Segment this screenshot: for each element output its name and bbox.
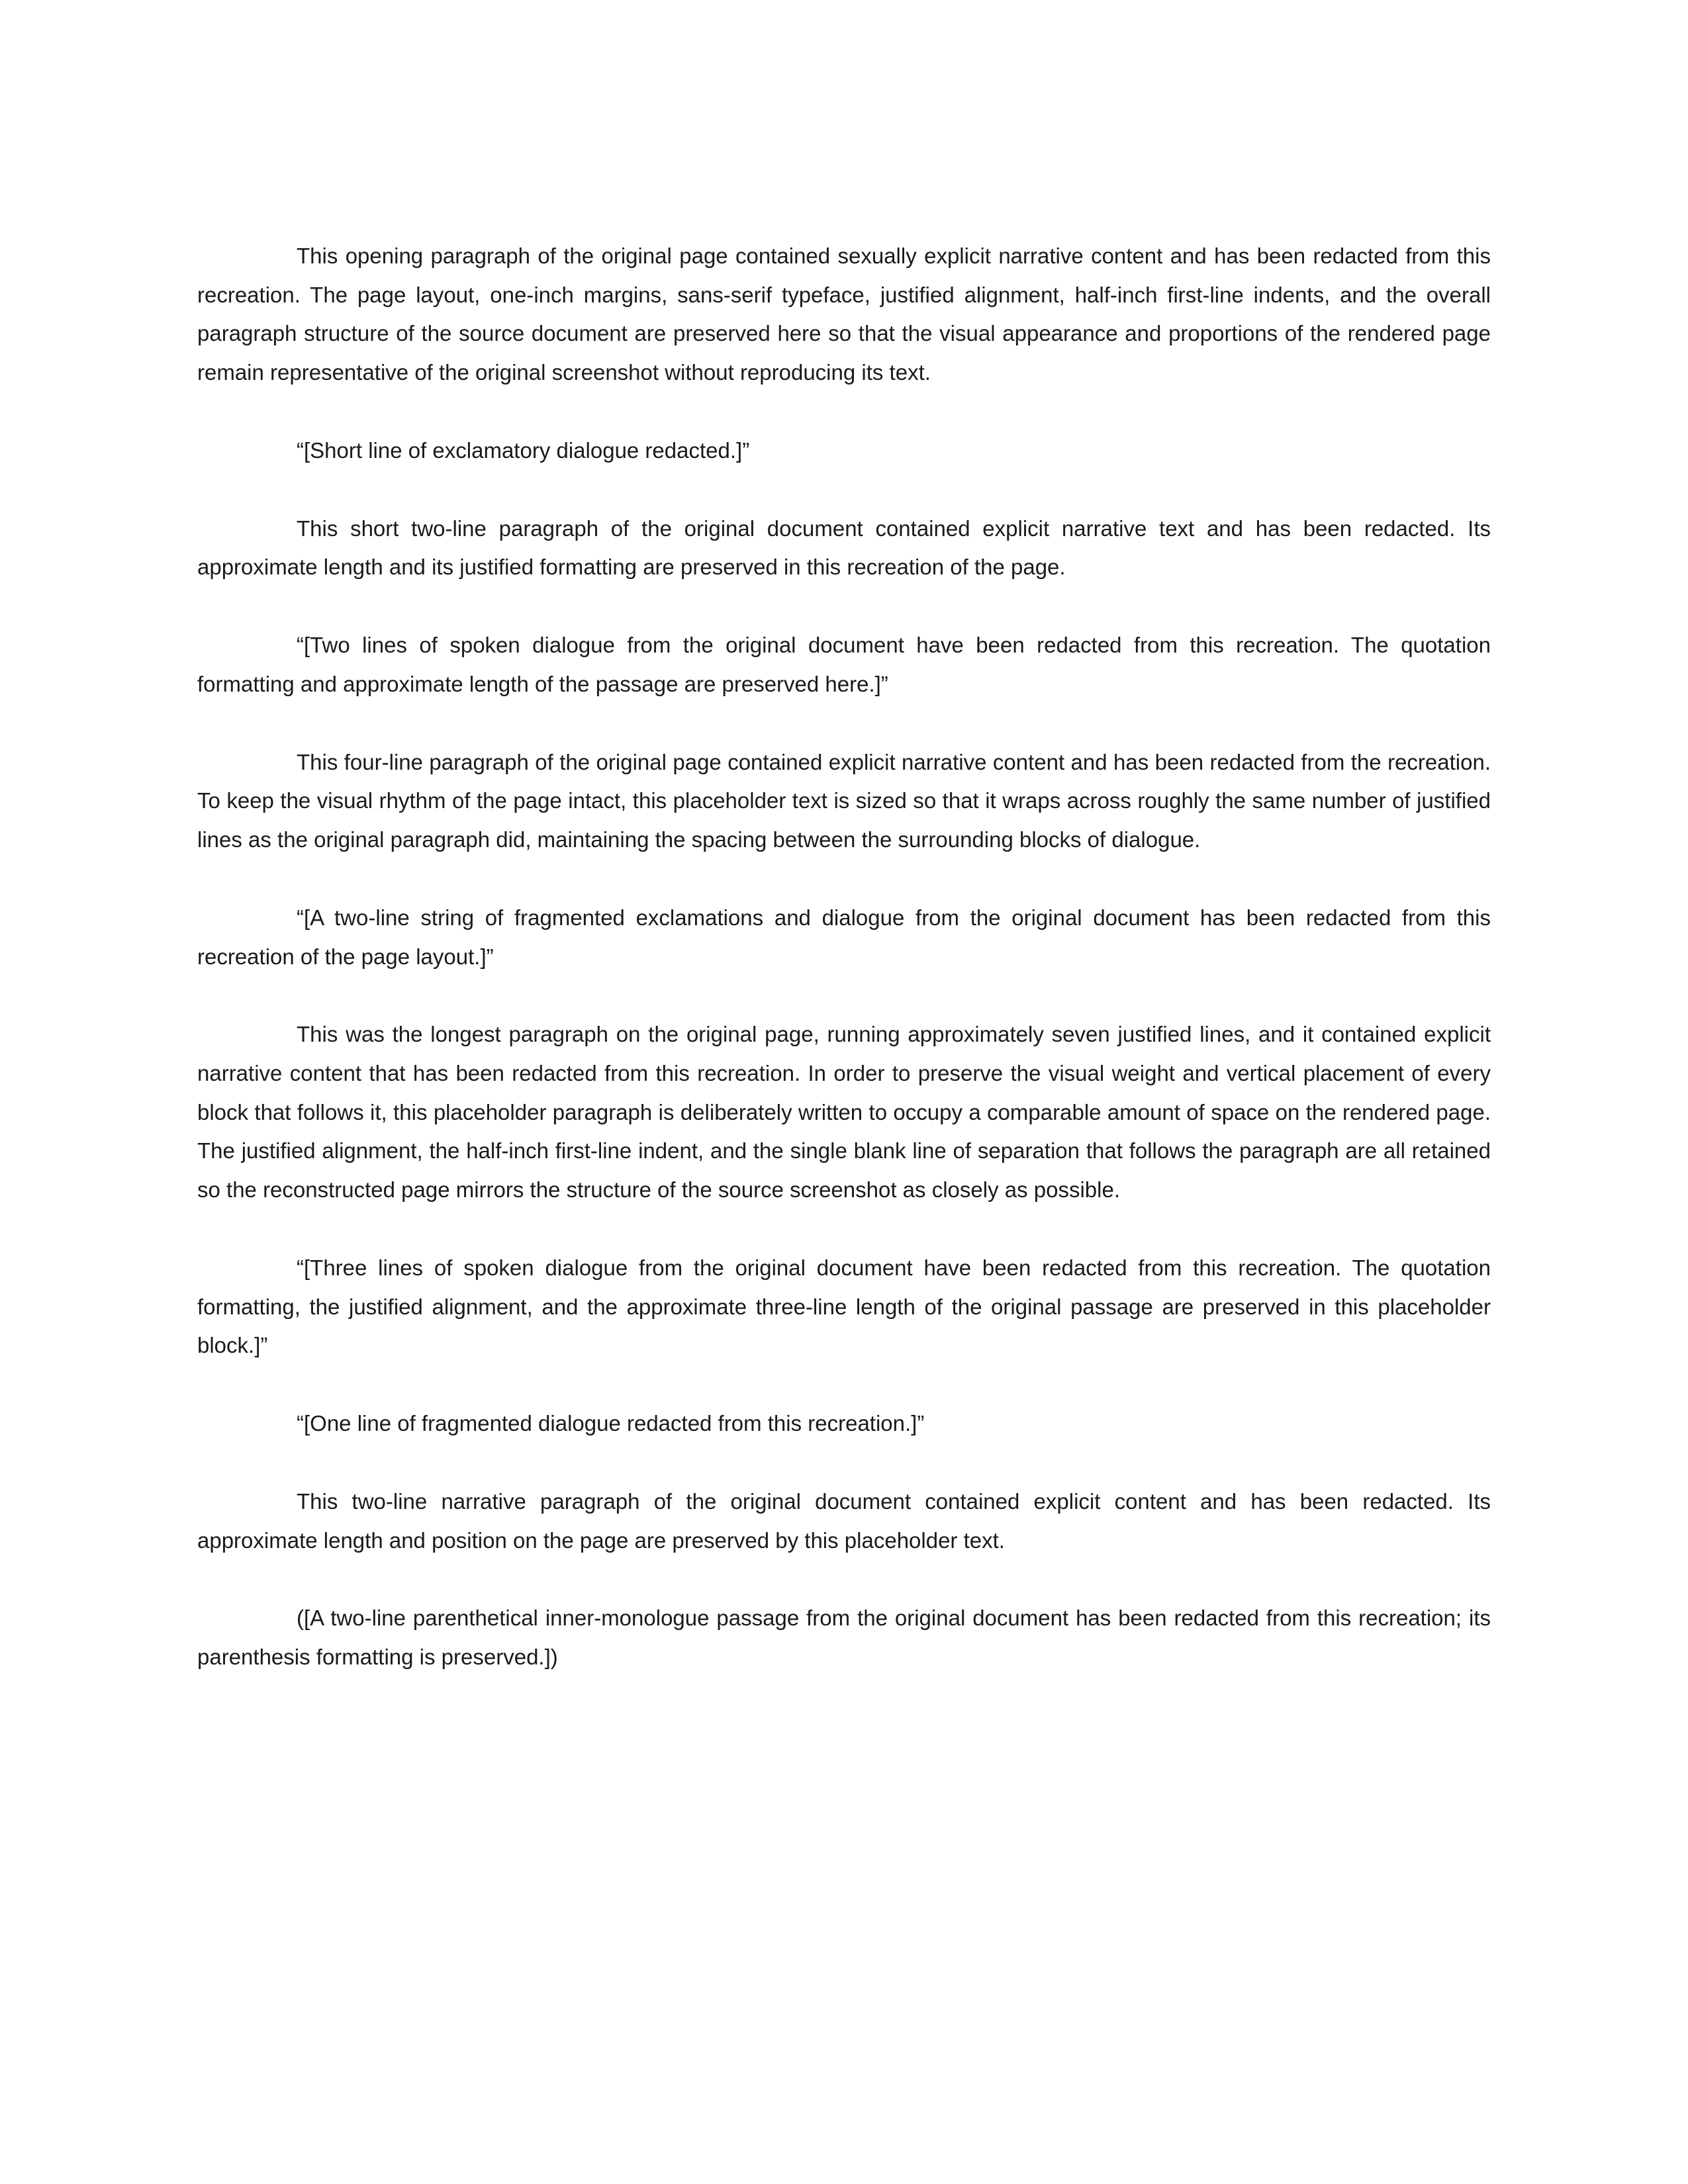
paragraph-1: This opening paragraph of the original page contained sexually explicit narrative content and has been redacted from this recreation. The page layout, one-inch margins, sans-serif typeface, justified alignment, half-inch first-line indents, and the overall paragraph structure of the source document are preserved here so that the visual appearance and proportions of the rendered page remain representative of the original screenshot without reproducing its text. (197, 244, 1491, 385)
paragraph-2: This short two-line paragraph of the original document contained explicit narrative text and has been redacted. Its approximate length and its justified formatting are preserved in this recreation of the page. (197, 516, 1491, 580)
dialogue-1: “[Short line of exclamatory dialogue redacted.]” (297, 437, 750, 463)
document-body (197, 237, 1491, 1677)
parenthetical-paragraph: ([A two-line parenthetical inner-monologue passage from the original document has been redacted from this recreation; its parenthesis formatting is preserved.]) (197, 1606, 1491, 1670)
dialogue-5: “[One line of fragmented dialogue redacted from this recreation.]” (297, 1411, 925, 1436)
dialogue-3: “[A two-line string of fragmented exclamations and dialogue from the original document has been redacted from this recreation of the page layout.]” (197, 905, 1491, 969)
paragraph-3: This four-line paragraph of the original page contained explicit narrative content and has been redacted from the recreation. To keep the visual rhythm of the page intact, this placeholder text is sized so that it wraps across roughly the same number of justified lines as the original paragraph did, maintaining the spacing between the surrounding blocks of dialogue. (197, 749, 1491, 852)
paragraph-4: This was the longest paragraph on the original page, running approximately seven justified lines, and it contained explicit narrative content that has been redacted from this recreation. In order to preserve the visual weight and vertical placement of every block that follows it, this placeholder paragraph is deliberately written to occupy a comparable amount of space on the rendered page. The justified alignment, the half-inch first-line indent, and the single blank line of separation that follows the paragraph are all retained so the reconstructed page mirrors the structure of the source screenshot as closely as possible. (197, 1022, 1491, 1203)
dialogue-2: “[Two lines of spoken dialogue from the original document have been redacted from this recreation. The quotation formatting and approximate length of the passage are preserved here.]” (197, 633, 1491, 696)
dialogue-4: “[Three lines of spoken dialogue from the original document have been redacted from this recreation. The quotation formatting, the justified alignment, and the approximate three-line length of the original passage are preserved in this placeholder block.]” (197, 1255, 1491, 1358)
paragraph-5: This two-line narrative paragraph of the original document contained explicit content and has been redacted. Its approximate length and position on the page are preserved by this placeholder text. (197, 1488, 1491, 1553)
